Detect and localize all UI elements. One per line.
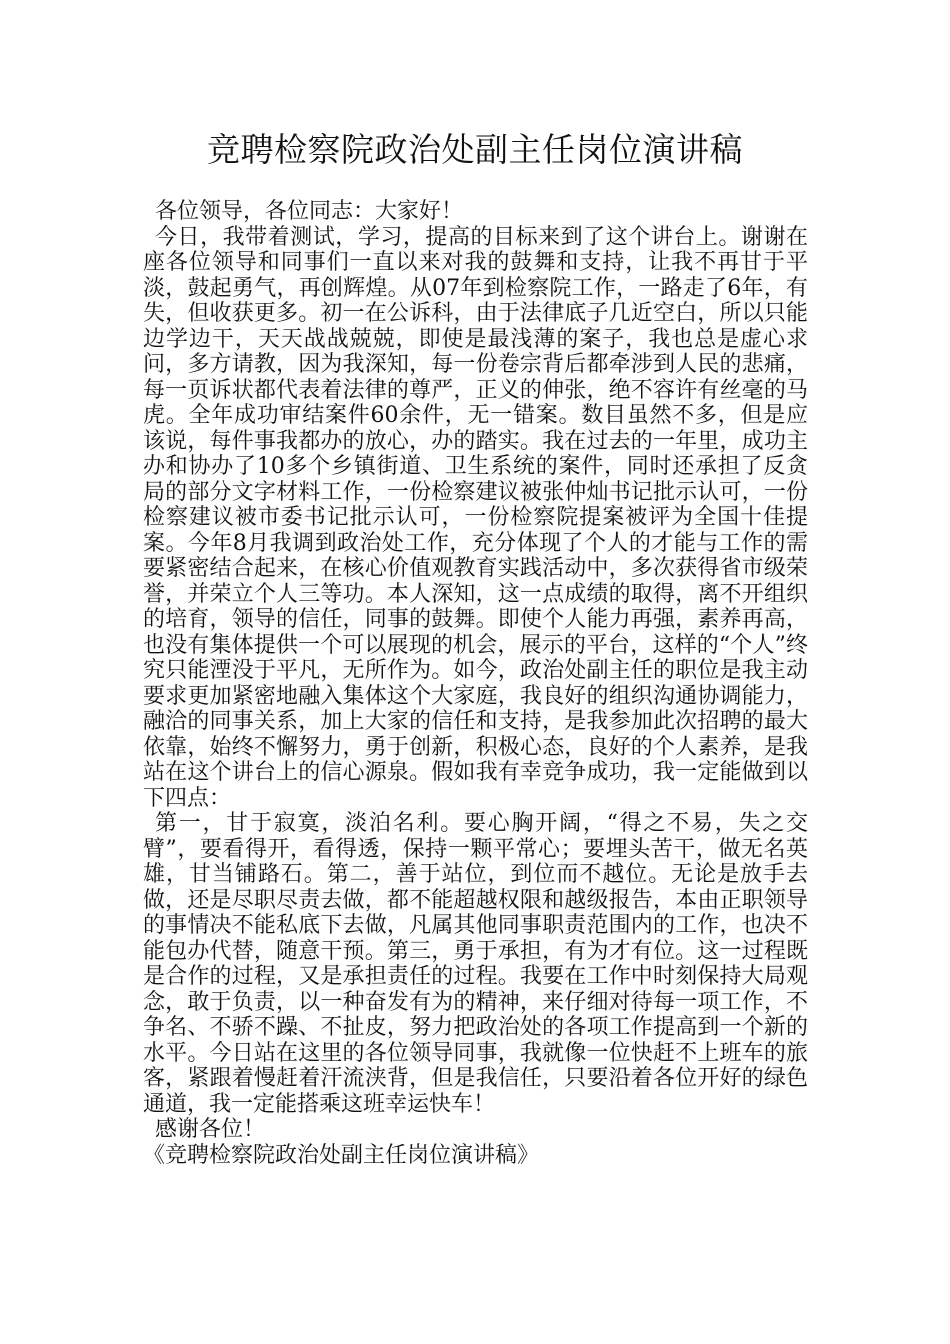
thanks-line: 感谢各位！ bbox=[155, 1117, 266, 1142]
document-title: 竞聘检察院政治处副主任岗位演讲稿 bbox=[207, 130, 743, 169]
document-body bbox=[143, 199, 808, 1168]
closing-title: 《竞聘检察院政治处副主任岗位演讲稿》 bbox=[143, 1142, 540, 1168]
paragraph-intro: 今日，我带着测试，学习，提高的目标来到了这个讲台上。谢谢在座各位领导和同事们一直以来对我的鼓舞和支持，让我不再甘于平淡，鼓起勇气，再创辉煌。从07年到检察院工作，一路走了6年，有失，但收获更多。初一在公诉科，由于法律底子几近空白，所以只能边学边干，天天战战兢兢，即使是最浅薄的案子，我也总是虚心求问，多方请教，因为我深知，每一份卷宗背后都牵涉到人民的悲痛，每一页诉状都代表着法律的尊严，正义的伸张，绝不容许有丝毫的马虎。全年成功审结案件60余件，无一错案。数目虽然不多，但是应该说，每件事我都办的放心，办的踏实。我在过去的一年里，成功主办和协办了10多个乡镇街道、卫生系统的案件，同时还承担了反贪局的部分文字材料工作，一份检察建议被张仲灿书记批示认可，一份检察建议被市委书记批示认可，一份检察院提案被评为全国十佳提案。今年8月我调到政治处工作，充分体现了个人的才能与工作的需要紧密结合起来，在核心价值观教育实践活动中，多次获得省市级荣誉，并荣立个人三等功。本人深知，这一点成绩的取得，离不开组织的培育，领导的信任，同事的鼓舞。即使个人能力再强，素养再高，也没有集体提供一个可以展现的机会，展示的平台，这样的“个人”终究只能湮没于平凡，无所作为。如今，政治处副主任的职位是我主动要求更加紧密地融入集体这个大家庭，我良好的组织沟通协调能力，融洽的同事关系，加上大家的信任和支持，是我参加此次招聘的最大依靠，始终不懈努力，勇于创新，积极心态，良好的个人素养，是我站在这个讲台上的信心源泉。假如我有幸竞争成功，我一定能做到以下四点： bbox=[143, 224, 808, 811]
paragraph-commitments: 第一，甘于寂寞，淡泊名利。要心胸开阔，“得之不易，失之交臂”，要看得开，看得透，保持一颗平常心；要埋头苦干，做无名英雄，甘当铺路石。第二，善于站位，到位而不越位。无论是放手去做，还是尽职尽责去做，都不能超越权限和越级报告，本由正职领导的事情决不能私底下去做，凡属其他同事职责范围内的工作，也决不能包办代替，随意干预。第三，勇于承担，有为才有位。这一过程既是合作的过程，又是承担责任的过程。我要在工作中时刻保持大局观念，敢于负责，以一种奋发有为的精神，来仔细对待每一项工作，不争名、不骄不躁、不扯皮，努力把政治处的各项工作提高到一个新的水平。今日站在这里的各位领导同事，我就像一位快赶不上班车的旅客，紧跟着慢赶着汗流浃背，但是我信任，只要沿着各位开好的绿色通道，我一定能搭乘这班幸运快车！ bbox=[143, 811, 808, 1117]
greeting-line: 各位领导，各位同志：大家好！ bbox=[155, 199, 464, 224]
